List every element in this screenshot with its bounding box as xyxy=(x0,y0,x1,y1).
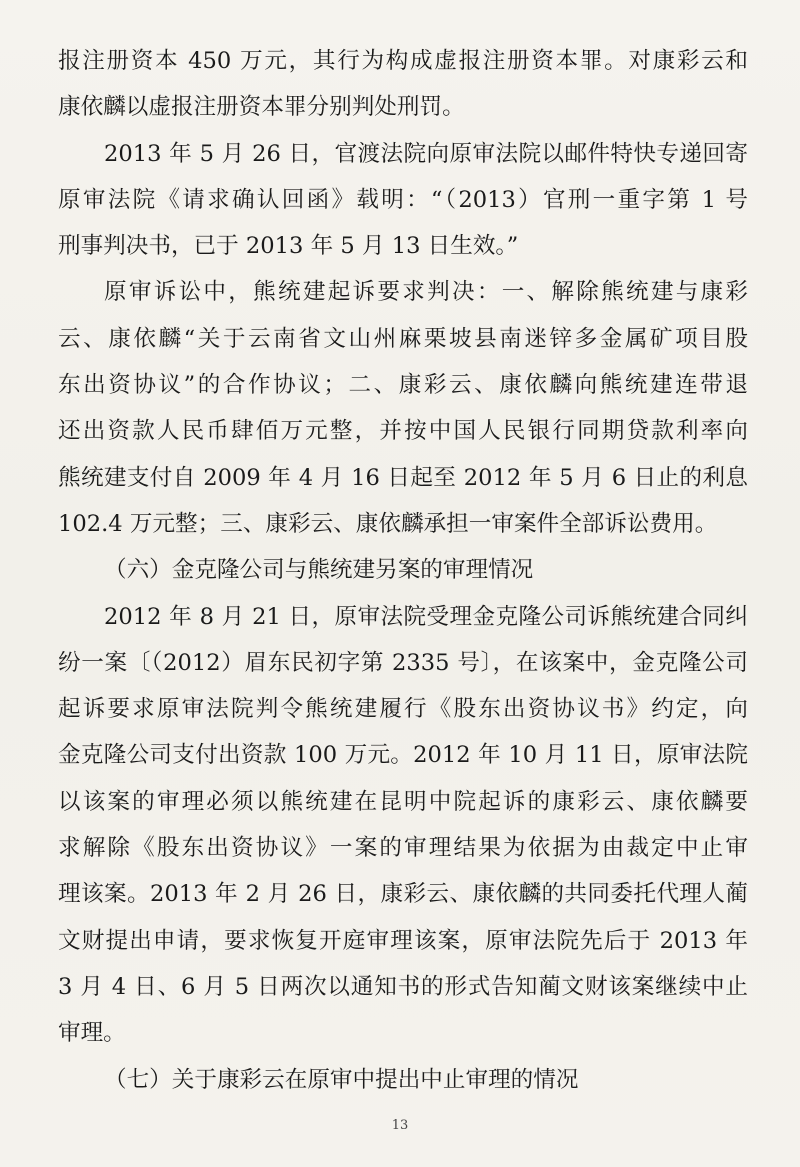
page-number: 13 xyxy=(391,1118,409,1133)
text-line: 纷一案〔（2012）眉东民初字第 2335 号〕，在该案中，金克隆公司 xyxy=(58,649,748,676)
text-line: 熊统建支付自 2009 年 4 月 16 日起至 2012 年 5 月 6 日止的利息 xyxy=(58,464,748,491)
text-line: 刑事判决书，已于 2013 年 5 月 13 日生效。” xyxy=(58,233,519,260)
text-line: 求解除《股东出资协议》一案的审理结果为依据为由裁定中止审 xyxy=(58,835,748,862)
text-line: 还出资款人民币肆佰万元整，并按中国人民银行同期贷款利率向 xyxy=(58,418,748,445)
text-line: （六）金克隆公司与熊统建另案的审理情况 xyxy=(104,557,534,584)
text-line: 东出资协议”的合作协议；二、康彩云、康依麟向熊统建连带退 xyxy=(58,372,748,399)
text-line: 以该案的审理必须以熊统建在昆明中院起诉的康彩云、康依麟要 xyxy=(58,788,748,815)
text-line: 2013 年 5 月 26 日，官渡法院向原审法院以邮件特快专递回寄 xyxy=(104,140,748,167)
text-line: 审理。 xyxy=(58,1020,126,1047)
text-line: 理该案。2013 年 2 月 26 日，康彩云、康依麟的共同委托代理人蔺 xyxy=(58,881,748,908)
text-line: 云、康依麟“关于云南省文山州麻栗坡县南迷锌多金属矿项目股 xyxy=(58,325,748,352)
text-line: 起诉要求原审法院判令熊统建履行《股东出资协议书》约定，向 xyxy=(58,696,748,723)
text-line: 康依麟以虚报注册资本罪分别判处刑罚。 xyxy=(58,94,465,121)
text-line: 2012 年 8 月 21 日，原审法院受理金克隆公司诉熊统建合同纠 xyxy=(104,603,748,630)
document-body xyxy=(58,38,748,1103)
text-line: 原审法院《请求确认回函》载明：“（2013）官刑一重字第 1 号 xyxy=(58,186,748,213)
text-line: 金克隆公司支付出资款 100 万元。2012 年 10 月 11 日，原审法院 xyxy=(58,742,748,769)
text-line: （七）关于康彩云在原审中提出中止审理的情况 xyxy=(104,1066,579,1093)
text-line: 文财提出申请，要求恢复开庭审理该案，原审法院先后于 2013 年 xyxy=(58,927,748,954)
text-line: 102.4 万元整；三、康彩云、康依麟承担一审案件全部诉讼费用。 xyxy=(58,510,718,537)
text-line: 报注册资本 450 万元，其行为构成虚报注册资本罪。对康彩云和 xyxy=(58,48,748,74)
text-line: 原审诉讼中，熊统建起诉要求判决：一、解除熊统建与康彩 xyxy=(104,279,748,306)
text-line: 3 月 4 日、6 月 5 日两次以通知书的形式告知蔺文财该案继续中止 xyxy=(58,973,748,1000)
